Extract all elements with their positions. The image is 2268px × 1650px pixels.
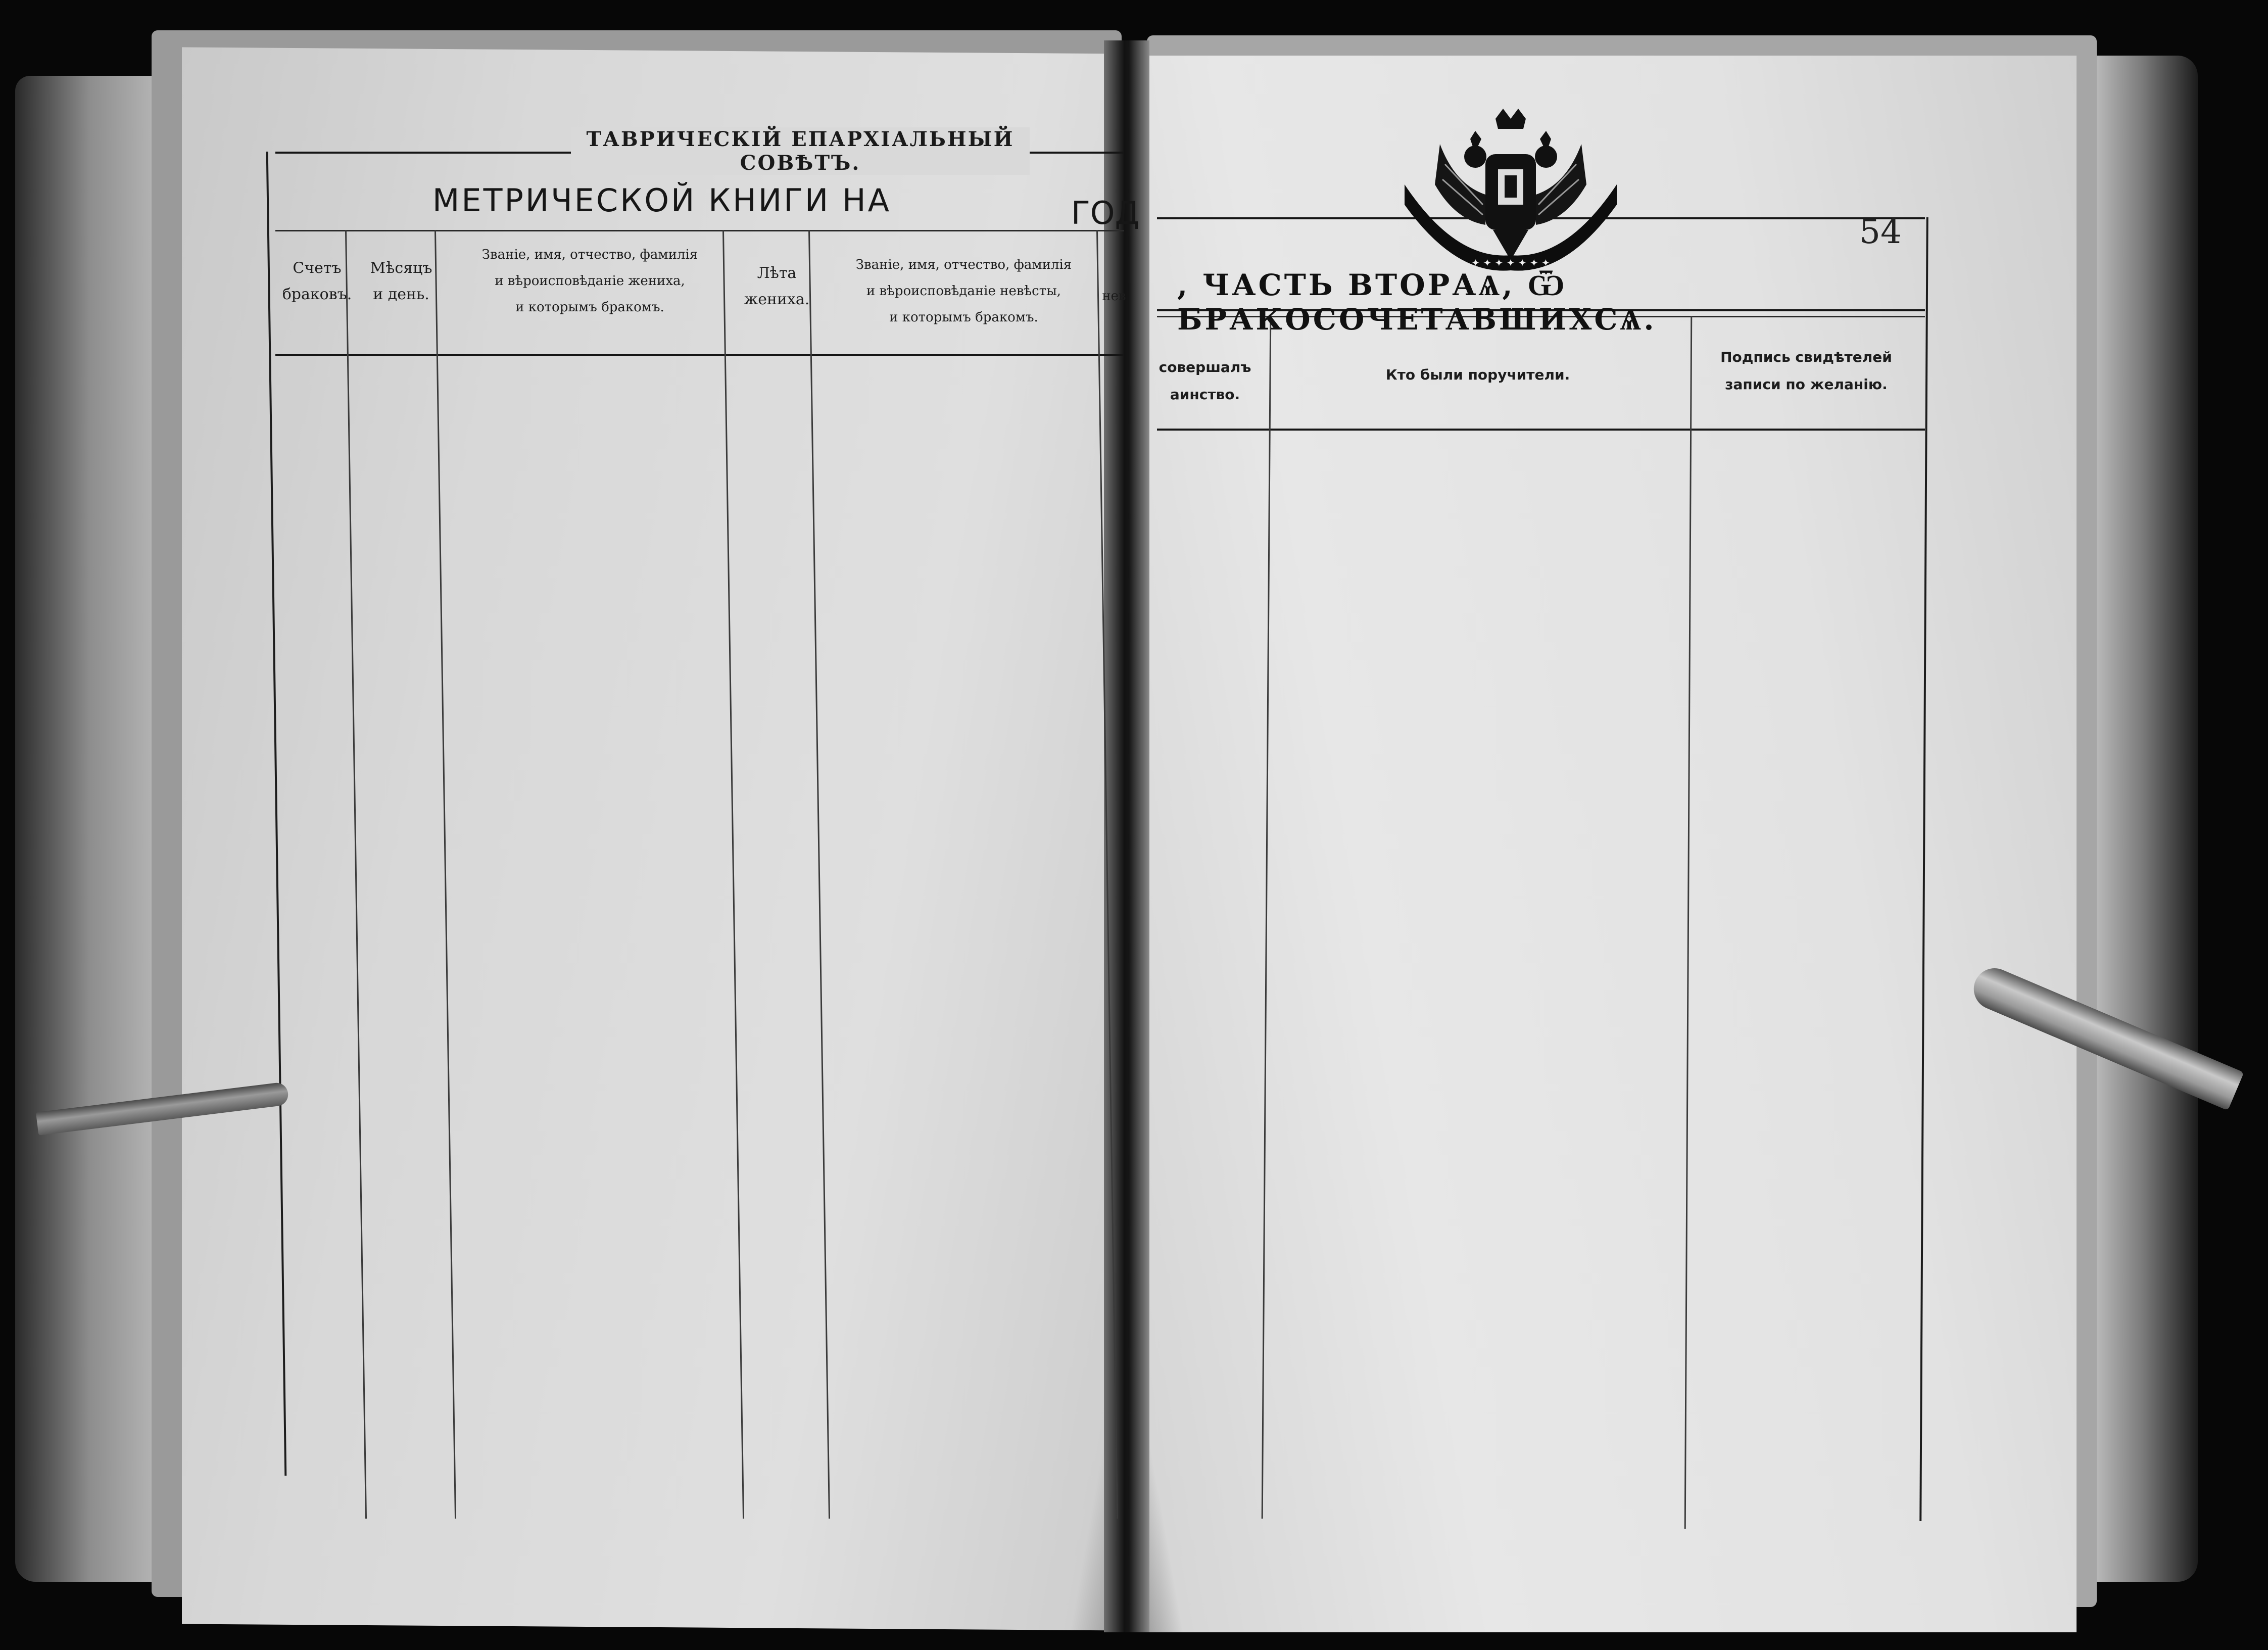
- col-header-line: жениха.: [744, 291, 810, 308]
- col-header-line: и которымъ бракомъ.: [889, 310, 1038, 325]
- col-header-line: и вѣроисповѣданіе невѣсты,: [866, 284, 1061, 299]
- col-header-bride-age-partial: [1099, 283, 1129, 309]
- left-header-bottom-line: [275, 354, 1124, 356]
- col-header-sponsors: [1268, 361, 1687, 389]
- part-title: , ЧАСТЬ ВТОРАѦ, Ѿ БРАКОСОЧЕТАВШИХСѦ.: [1177, 268, 1657, 337]
- col-header-groom-age: [735, 260, 818, 313]
- col-header-line: Званіе, имя, отчество, фамилія: [855, 257, 1072, 272]
- col-header-line: записи по желанію.: [1725, 376, 1888, 393]
- col-header-line: и которымъ бракомъ.: [515, 300, 664, 315]
- col-header-line: Кто были поручители.: [1385, 366, 1570, 383]
- col-header-line: Подпись свидѣтелей: [1720, 349, 1892, 365]
- right-header-bottom-line: [1157, 429, 1925, 431]
- page-number: 54: [1859, 212, 1902, 251]
- col-header-line: Мѣсяцъ: [370, 259, 432, 277]
- col-header-line: браковъ.: [282, 286, 352, 303]
- col-header-line: Счетъ: [293, 259, 342, 277]
- svg-text:✦ ✦ ✦ ✦ ✦ ✦ ✦: ✦ ✦ ✦ ✦ ✦ ✦ ✦: [1471, 257, 1550, 269]
- double-headed-eagle-icon: [1394, 109, 1627, 280]
- col-header-groom: [447, 242, 733, 320]
- col-header-line: и вѣроисповѣданіе жениха,: [495, 273, 685, 289]
- col-header-officiant: [1147, 354, 1263, 408]
- council-header: ТАВРИЧЕСКІЙ ЕПАРХІАЛЬНЫЙ СОВѢТЪ.: [571, 127, 1030, 175]
- left-header-top-line: [275, 230, 1124, 231]
- col-header-marriage-count: [278, 255, 356, 308]
- col-header-line: Лѣта: [757, 264, 797, 282]
- col-header-month-day: [358, 255, 445, 308]
- book-gutter: [1104, 40, 1149, 1632]
- book-title: МЕТРИЧЕСКОЙ КНИГИ НА: [432, 182, 892, 219]
- col-header-witness-signature: [1690, 344, 1922, 398]
- col-header-bride: [821, 252, 1106, 331]
- col-header-line: Званіе, имя, отчество, фамилія: [481, 247, 698, 262]
- col-header-line: аинство.: [1170, 386, 1240, 403]
- year-word: ГОД: [1071, 195, 1140, 231]
- col-header-line: совершалъ: [1159, 359, 1251, 375]
- col-header-line: нев: [1102, 289, 1126, 304]
- col-header-line: и день.: [373, 286, 429, 303]
